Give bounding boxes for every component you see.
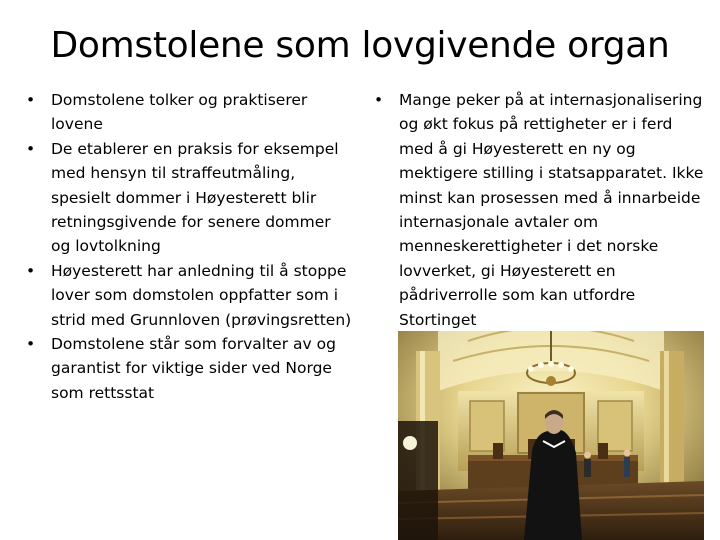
courtroom-photo	[398, 331, 704, 540]
bullet-icon: •	[26, 91, 36, 109]
bullet-text: Mange peker på at internasjonalisering og økt fokus på rettigheter er i ferd med å gi Høyesterett en ny og mektigere stilling i statsapparatet. Ikke minst kan prosessen med å innarbeide internasjonale avtaler om menneskerettigheter i det norske lovverket, gi Høyesterett en pådriverrolle som kan utfordre Stortinget	[399, 91, 704, 329]
list-item	[24, 88, 354, 137]
list-item	[372, 88, 708, 332]
bullet-icon: •	[374, 91, 384, 109]
list-item	[24, 332, 354, 405]
bullet-text: Domstolene står som forvalter av og garantist for viktige sider ved Norge som rettsstat	[51, 335, 336, 402]
slide-title: Domstolene som lovgivende organ	[50, 25, 670, 66]
bullet-text: Domstolene tolker og praktiserer lovene	[51, 91, 308, 134]
bullet-text: Høyesterett har anledning til å stoppe lover som domstolen oppfatter som i strid med Grunnloven (prøvingsretten)	[51, 261, 352, 329]
left-bullet-list	[24, 88, 354, 405]
list-item	[24, 259, 354, 332]
bullet-icon: •	[26, 335, 36, 354]
bullet-icon: •	[26, 261, 36, 280]
right-bullet-list	[372, 88, 708, 332]
bullet-icon: •	[26, 139, 36, 158]
list-item	[24, 137, 354, 259]
bullet-text: De etablerer en praksis for eksempel med hensyn til straffeutmåling, spesielt dommer i Høyesterett blir retningsgivende for senere dommer og lovtolkning	[51, 139, 339, 256]
